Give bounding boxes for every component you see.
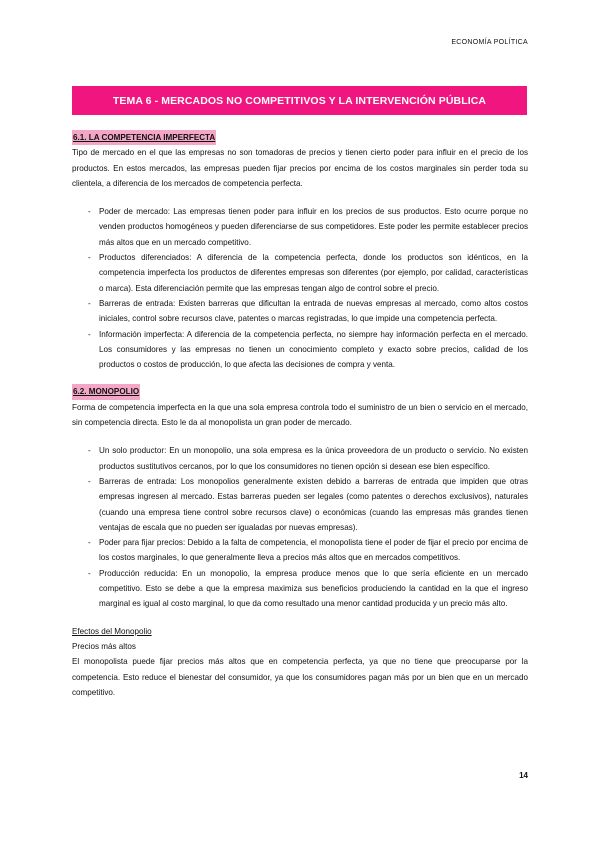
bullet-item: - Productos diferenciados: A diferencia de la competencia perfecta, donde los productos son idénticos, en la competencia imperfecta los productos de diferentes empresas son diferentes (por ejemplo, por calidad, características o marca). Esta diferenciación permite que las empresas tengan algo de control sobre el precio. [88,253,528,293]
section-intro: Tipo de mercado en el que las empresas no son tomadoras de precios y tienen cierto poder para influir en el precio de los productos. En estos mercados, las empresas pueden fijar precios por encima de los costos marginales sin perder toda su clientela, a diferencia de los mercados de competencia perfecta. [72,148,528,188]
bullet-list [72,443,528,611]
bullet-item: - Barreras de entrada: Existen barreras que dificultan la entrada de nuevas empresas al mercado, como altos costos iniciales, control sobre recursos clave, patentes o marcas registradas, lo que impide una competencia perfecta. [88,298,528,324]
bullet-item: - Un solo productor: En un monopolio, una sola empresa es la única proveedora de un producto o servicio. No existen productos sustitutivos cercanos, por lo que los consumidores no tienen opción si desean ese bien específico. [88,446,528,471]
bullet-item: - Poder de mercado: Las empresas tienen poder para influir en los precios de sus productos. Esto ocurre porque no venden productos homogéneos y pueden diferenciarse de sus competidores. Este poder les permite establecer precios más altos que en un mercado competitivo. [88,207,528,247]
effects-block [72,624,528,700]
bullet-item: - Producción reducida: En un monopolio, la empresa produce menos que lo que sería eficiente en un mercado competitivo. Esto se debe a que la empresa maximiza sus beneficios produciendo la cantidad en la que el ingreso marginal es igual al costo marginal, lo que da como resultado una menor cantidad producida y un precio más alto. [88,568,528,609]
chapter-title-bar [72,86,527,115]
section-monopolio [72,384,528,611]
document-body [72,130,528,700]
running-header: ECONOMÍA POLÍTICA [451,39,528,46]
section-heading: 6.2. MONOPOLIO [72,384,140,399]
effects-text: El monopolista puede fijar precios más altos que en competencia perfecta, ya que no tiene que preocuparse por la competencia. Esto reduce el bienestar del consumidor, ya que los consumidores pagan más por un bien que en un mercado competitivo. [72,657,528,697]
bullet-item: - Información imperfecta: A diferencia de la competencia perfecta, no siempre hay información perfecta en el mercado. Los consumidores y las empresas no tienen un conocimiento completo y exacto sobre precios, calidad de los productos o costos de producción, lo que afecta las decisiones de compra y venta. [88,329,528,370]
bullet-list [72,204,528,372]
effects-subheading: Precios más altos [72,641,136,651]
chapter-title: TEMA 6 - MERCADOS NO COMPETITIVOS Y LA INTERVENCIÓN PÚBLICA [112,94,487,107]
bullet-item: - Barreras de entrada: Los monopolios generalmente existen debido a barreras de entrada que impiden que otras empresas ingresen al mercado. Estas barreras pueden ser legales (como patentes o derechos exclusivos), naturales (cuando una empresa tiene control sobre recursos clave) o económicas (cuando las empresas más grandes tienen ventajas de escala que no pueden ser igualadas por nuevas empresas). [88,476,528,532]
section-intro: Forma de competencia imperfecta en la que una sola empresa controla todo el suministro de un bien o servicio en el mercado, sin competencia directa. Esto le da al monopolista un gran poder de mercado. [72,402,528,428]
section-heading: 6.1. LA COMPETENCIA IMPERFECTA [72,130,216,145]
bullet-item: - Poder para fijar precios: Debido a la falta de competencia, el monopolista tiene el poder de fijar el precio por encima de los costos marginales, lo que generalmente lleva a precios más altos que en mercados competitivos. [88,538,528,563]
page-number: 14 [519,771,528,780]
effects-heading: Efectos del Monopolio [72,626,152,636]
section-competencia-imperfecta [72,130,528,372]
